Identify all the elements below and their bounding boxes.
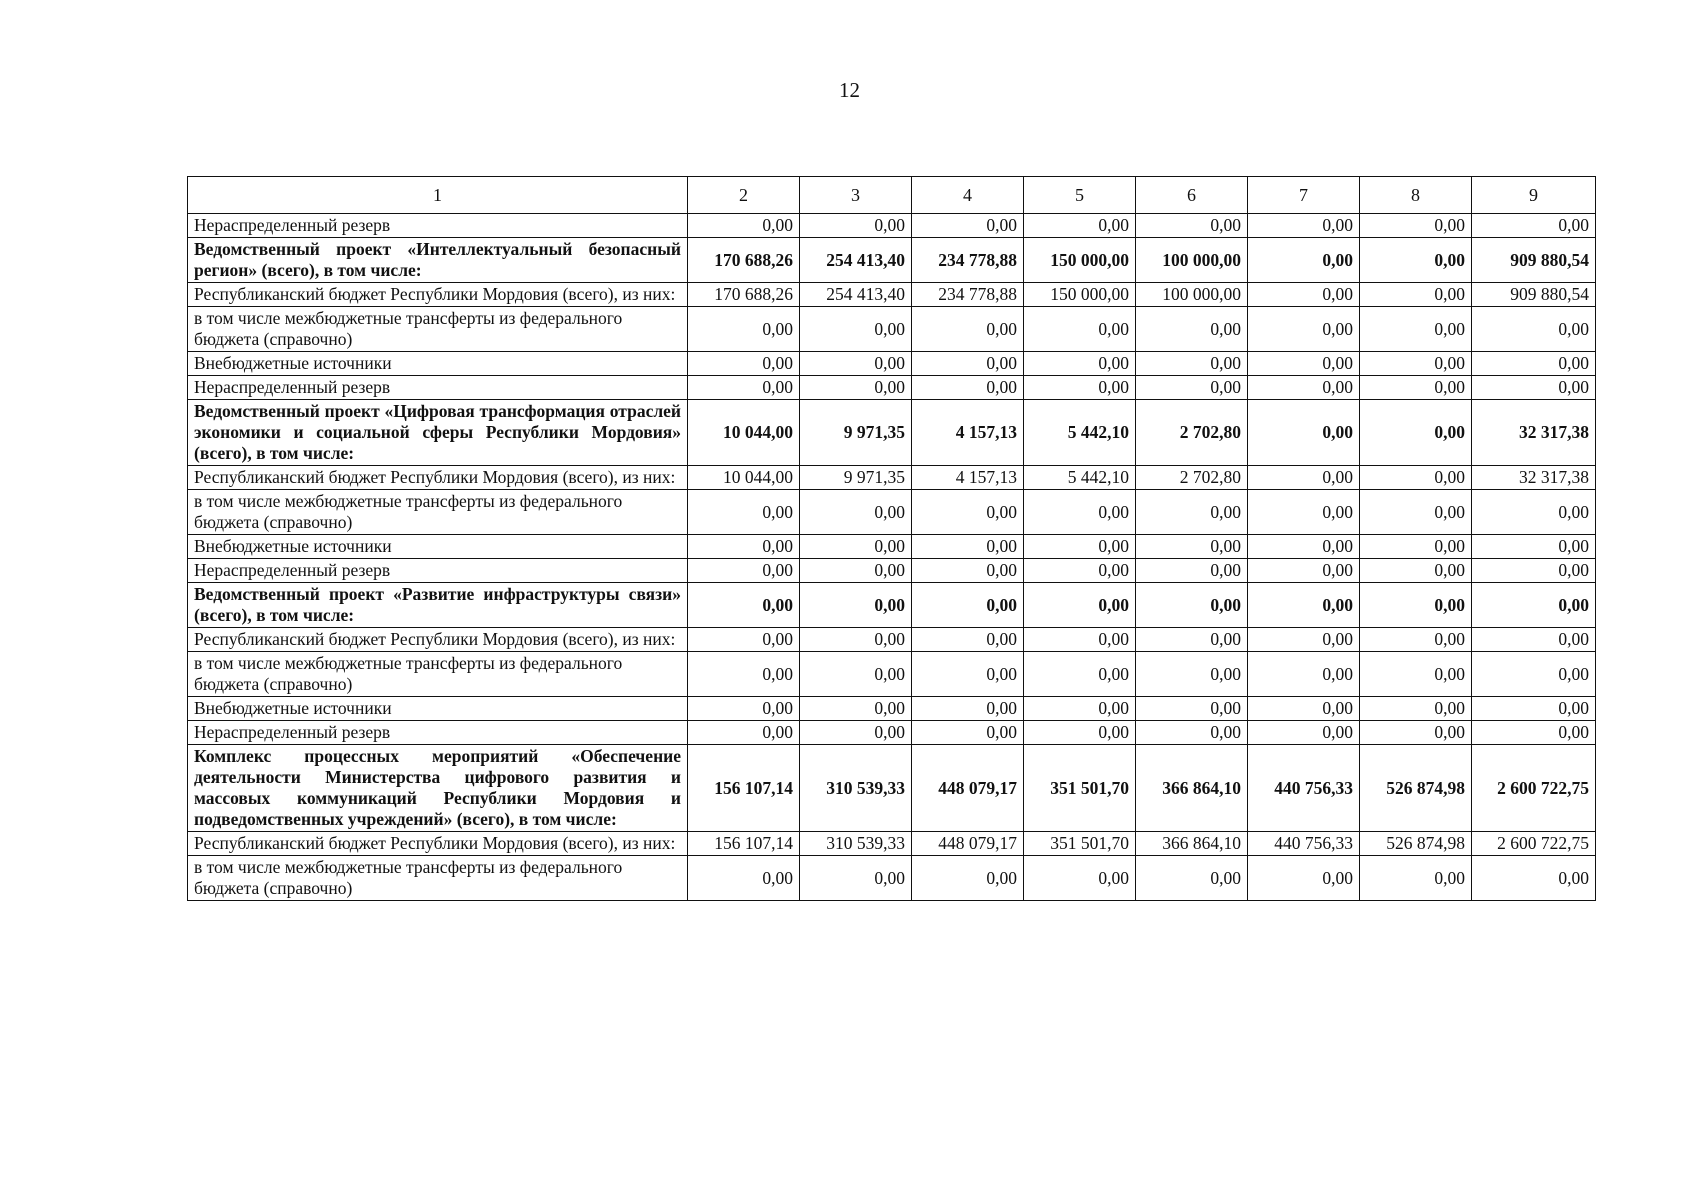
- value-cell: 0,00: [912, 352, 1024, 376]
- value-cell: 0,00: [1024, 856, 1136, 901]
- value-cell: 0,00: [1248, 535, 1360, 559]
- table-row: [188, 535, 1596, 559]
- value-cell: 310 539,33: [800, 745, 912, 832]
- row-label: в том числе межбюджетные трансферты из федерального бюджета (справочно): [188, 652, 688, 697]
- value-cell: 0,00: [1024, 652, 1136, 697]
- column-header: 7: [1248, 177, 1360, 214]
- value-cell: 0,00: [1024, 628, 1136, 652]
- value-cell: 0,00: [1024, 535, 1136, 559]
- page-number: 12: [839, 78, 860, 102]
- value-cell: 100 000,00: [1136, 283, 1248, 307]
- value-cell: 0,00: [800, 535, 912, 559]
- value-cell: 0,00: [1472, 559, 1596, 583]
- value-cell: 0,00: [1136, 652, 1248, 697]
- column-header: 1: [188, 177, 688, 214]
- value-cell: 0,00: [800, 697, 912, 721]
- table-row: [188, 628, 1596, 652]
- row-label: Нераспределенный резерв: [188, 721, 688, 745]
- value-cell: 0,00: [1360, 721, 1472, 745]
- column-header: 3: [800, 177, 912, 214]
- column-header: 2: [688, 177, 800, 214]
- value-cell: 909 880,54: [1472, 283, 1596, 307]
- value-cell: 366 864,10: [1136, 745, 1248, 832]
- value-cell: 0,00: [1248, 628, 1360, 652]
- value-cell: 351 501,70: [1024, 745, 1136, 832]
- value-cell: 526 874,98: [1360, 832, 1472, 856]
- value-cell: 0,00: [688, 583, 800, 628]
- value-cell: 254 413,40: [800, 238, 912, 283]
- value-cell: 0,00: [1360, 583, 1472, 628]
- table-row: [188, 490, 1596, 535]
- table-row: [188, 307, 1596, 352]
- value-cell: 0,00: [1360, 535, 1472, 559]
- value-cell: 234 778,88: [912, 238, 1024, 283]
- value-cell: 0,00: [1024, 721, 1136, 745]
- value-cell: 0,00: [1024, 559, 1136, 583]
- value-cell: 0,00: [800, 559, 912, 583]
- value-cell: 0,00: [1248, 559, 1360, 583]
- value-cell: 0,00: [688, 214, 800, 238]
- value-cell: 0,00: [912, 583, 1024, 628]
- value-cell: 0,00: [800, 652, 912, 697]
- table-row: [188, 559, 1596, 583]
- budget-table: [187, 176, 1596, 901]
- value-cell: 0,00: [688, 490, 800, 535]
- value-cell: 2 600 722,75: [1472, 745, 1596, 832]
- value-cell: 366 864,10: [1136, 832, 1248, 856]
- value-cell: 0,00: [1472, 697, 1596, 721]
- value-cell: 0,00: [912, 307, 1024, 352]
- value-cell: 909 880,54: [1472, 238, 1596, 283]
- table-row: [188, 352, 1596, 376]
- value-cell: 0,00: [1248, 283, 1360, 307]
- value-cell: 150 000,00: [1024, 238, 1136, 283]
- row-label: Ведомственный проект «Развитие инфраструктуры связи» (всего), в том числе:: [188, 583, 688, 628]
- value-cell: 0,00: [688, 697, 800, 721]
- value-cell: 0,00: [688, 535, 800, 559]
- value-cell: 526 874,98: [1360, 745, 1472, 832]
- value-cell: 0,00: [1248, 214, 1360, 238]
- value-cell: 0,00: [1248, 238, 1360, 283]
- value-cell: 0,00: [1472, 376, 1596, 400]
- table-row: [188, 283, 1596, 307]
- value-cell: 0,00: [1472, 352, 1596, 376]
- table-row: [188, 745, 1596, 832]
- value-cell: 0,00: [1360, 283, 1472, 307]
- value-cell: 0,00: [1248, 400, 1360, 466]
- column-header: 8: [1360, 177, 1472, 214]
- value-cell: 0,00: [1360, 856, 1472, 901]
- table-row: [188, 721, 1596, 745]
- value-cell: 0,00: [800, 352, 912, 376]
- value-cell: 4 157,13: [912, 466, 1024, 490]
- value-cell: 0,00: [912, 721, 1024, 745]
- row-label: Внебюджетные источники: [188, 535, 688, 559]
- value-cell: 0,00: [1472, 628, 1596, 652]
- value-cell: 0,00: [1248, 856, 1360, 901]
- value-cell: 150 000,00: [1024, 283, 1136, 307]
- table-row: [188, 400, 1596, 466]
- value-cell: 0,00: [1360, 400, 1472, 466]
- table-row: [188, 466, 1596, 490]
- value-cell: 0,00: [1136, 559, 1248, 583]
- row-label: Республиканский бюджет Республики Мордовия (всего), из них:: [188, 832, 688, 856]
- value-cell: 0,00: [800, 628, 912, 652]
- table-row: [188, 238, 1596, 283]
- value-cell: 0,00: [1136, 628, 1248, 652]
- column-header: 4: [912, 177, 1024, 214]
- value-cell: 0,00: [1360, 652, 1472, 697]
- value-cell: 351 501,70: [1024, 832, 1136, 856]
- value-cell: 0,00: [800, 307, 912, 352]
- value-cell: 9 971,35: [800, 400, 912, 466]
- row-label: Внебюджетные источники: [188, 352, 688, 376]
- value-cell: 0,00: [800, 856, 912, 901]
- row-label: Ведомственный проект «Цифровая трансформация отраслей экономики и социальной сферы Республики Мордовия» (всего), в том числе:: [188, 400, 688, 466]
- value-cell: 0,00: [912, 628, 1024, 652]
- column-header: 5: [1024, 177, 1136, 214]
- value-cell: 0,00: [1472, 856, 1596, 901]
- value-cell: 0,00: [800, 721, 912, 745]
- value-cell: 0,00: [1024, 583, 1136, 628]
- row-label: Внебюджетные источники: [188, 697, 688, 721]
- value-cell: 440 756,33: [1248, 832, 1360, 856]
- row-label: в том числе межбюджетные трансферты из федерального бюджета (справочно): [188, 307, 688, 352]
- value-cell: 5 442,10: [1024, 400, 1136, 466]
- value-cell: 156 107,14: [688, 832, 800, 856]
- value-cell: 0,00: [1024, 376, 1136, 400]
- value-cell: 0,00: [688, 652, 800, 697]
- value-cell: 170 688,26: [688, 238, 800, 283]
- value-cell: 0,00: [688, 856, 800, 901]
- value-cell: 0,00: [688, 376, 800, 400]
- value-cell: 156 107,14: [688, 745, 800, 832]
- value-cell: 0,00: [1248, 490, 1360, 535]
- value-cell: 0,00: [912, 214, 1024, 238]
- value-cell: 0,00: [1248, 466, 1360, 490]
- value-cell: 0,00: [688, 307, 800, 352]
- value-cell: 2 600 722,75: [1472, 832, 1596, 856]
- row-label: Нераспределенный резерв: [188, 376, 688, 400]
- value-cell: 0,00: [688, 559, 800, 583]
- value-cell: 170 688,26: [688, 283, 800, 307]
- value-cell: 10 044,00: [688, 400, 800, 466]
- value-cell: 0,00: [688, 352, 800, 376]
- value-cell: 0,00: [1472, 214, 1596, 238]
- value-cell: 0,00: [1136, 376, 1248, 400]
- value-cell: 0,00: [1136, 214, 1248, 238]
- row-label: Республиканский бюджет Республики Мордовия (всего), из них:: [188, 466, 688, 490]
- value-cell: 0,00: [1136, 856, 1248, 901]
- value-cell: 0,00: [1024, 352, 1136, 376]
- value-cell: 0,00: [1472, 583, 1596, 628]
- value-cell: 2 702,80: [1136, 400, 1248, 466]
- value-cell: 2 702,80: [1136, 466, 1248, 490]
- value-cell: 0,00: [1360, 559, 1472, 583]
- value-cell: 0,00: [912, 856, 1024, 901]
- value-cell: 0,00: [1248, 652, 1360, 697]
- value-cell: 0,00: [1248, 352, 1360, 376]
- value-cell: 0,00: [1360, 238, 1472, 283]
- value-cell: 100 000,00: [1136, 238, 1248, 283]
- value-cell: 0,00: [912, 490, 1024, 535]
- value-cell: 0,00: [1360, 214, 1472, 238]
- value-cell: 0,00: [1248, 376, 1360, 400]
- value-cell: 0,00: [1360, 376, 1472, 400]
- value-cell: 4 157,13: [912, 400, 1024, 466]
- value-cell: 0,00: [1136, 352, 1248, 376]
- table-row: [188, 583, 1596, 628]
- value-cell: 0,00: [688, 628, 800, 652]
- table-row: [188, 856, 1596, 901]
- value-cell: 9 971,35: [800, 466, 912, 490]
- value-cell: 0,00: [1360, 307, 1472, 352]
- row-label: Республиканский бюджет Республики Мордовия (всего), из них:: [188, 628, 688, 652]
- value-cell: 0,00: [1472, 721, 1596, 745]
- row-label: Республиканский бюджет Республики Мордовия (всего), из них:: [188, 283, 688, 307]
- value-cell: 440 756,33: [1248, 745, 1360, 832]
- value-cell: 32 317,38: [1472, 400, 1596, 466]
- value-cell: 0,00: [1136, 535, 1248, 559]
- value-cell: 0,00: [1248, 721, 1360, 745]
- value-cell: 0,00: [1136, 583, 1248, 628]
- row-label: Нераспределенный резерв: [188, 214, 688, 238]
- table-row: [188, 832, 1596, 856]
- row-label: Ведомственный проект «Интеллектуальный безопасный регион» (всего), в том числе:: [188, 238, 688, 283]
- value-cell: 0,00: [1024, 490, 1136, 535]
- value-cell: 310 539,33: [800, 832, 912, 856]
- value-cell: 0,00: [800, 583, 912, 628]
- value-cell: 0,00: [1024, 697, 1136, 721]
- value-cell: 0,00: [1360, 490, 1472, 535]
- value-cell: 0,00: [1248, 583, 1360, 628]
- value-cell: 0,00: [1136, 697, 1248, 721]
- value-cell: 448 079,17: [912, 745, 1024, 832]
- value-cell: 0,00: [912, 559, 1024, 583]
- column-header: 9: [1472, 177, 1596, 214]
- value-cell: 0,00: [1136, 721, 1248, 745]
- value-cell: 0,00: [800, 490, 912, 535]
- value-cell: 0,00: [1136, 307, 1248, 352]
- value-cell: 0,00: [1360, 352, 1472, 376]
- value-cell: 0,00: [800, 376, 912, 400]
- value-cell: 0,00: [1360, 628, 1472, 652]
- value-cell: 254 413,40: [800, 283, 912, 307]
- value-cell: 0,00: [688, 721, 800, 745]
- row-label: Нераспределенный резерв: [188, 559, 688, 583]
- value-cell: 0,00: [1248, 307, 1360, 352]
- value-cell: 0,00: [1248, 697, 1360, 721]
- value-cell: 0,00: [1360, 697, 1472, 721]
- value-cell: 0,00: [912, 535, 1024, 559]
- value-cell: 0,00: [1472, 535, 1596, 559]
- row-label: Комплекс процессных мероприятий «Обеспечение деятельности Министерства цифрового развития и массовых коммуникаций Республики Мордовия и подведомственных учреждений» (всего), в том числе:: [188, 745, 688, 832]
- table-row: [188, 652, 1596, 697]
- table-row: [188, 214, 1596, 238]
- value-cell: 0,00: [800, 214, 912, 238]
- column-header: 6: [1136, 177, 1248, 214]
- value-cell: 0,00: [1024, 307, 1136, 352]
- value-cell: 0,00: [1472, 490, 1596, 535]
- value-cell: 0,00: [1360, 466, 1472, 490]
- row-label: в том числе межбюджетные трансферты из федерального бюджета (справочно): [188, 490, 688, 535]
- value-cell: 234 778,88: [912, 283, 1024, 307]
- value-cell: 32 317,38: [1472, 466, 1596, 490]
- value-cell: 448 079,17: [912, 832, 1024, 856]
- table-row: [188, 376, 1596, 400]
- value-cell: 0,00: [912, 376, 1024, 400]
- value-cell: 0,00: [1472, 307, 1596, 352]
- row-label: в том числе межбюджетные трансферты из федерального бюджета (справочно): [188, 856, 688, 901]
- value-cell: 0,00: [1136, 490, 1248, 535]
- value-cell: 0,00: [1472, 652, 1596, 697]
- table-row: [188, 697, 1596, 721]
- value-cell: 5 442,10: [1024, 466, 1136, 490]
- value-cell: 0,00: [912, 697, 1024, 721]
- value-cell: 0,00: [1024, 214, 1136, 238]
- table-header-row: [188, 177, 1596, 214]
- value-cell: 10 044,00: [688, 466, 800, 490]
- value-cell: 0,00: [912, 652, 1024, 697]
